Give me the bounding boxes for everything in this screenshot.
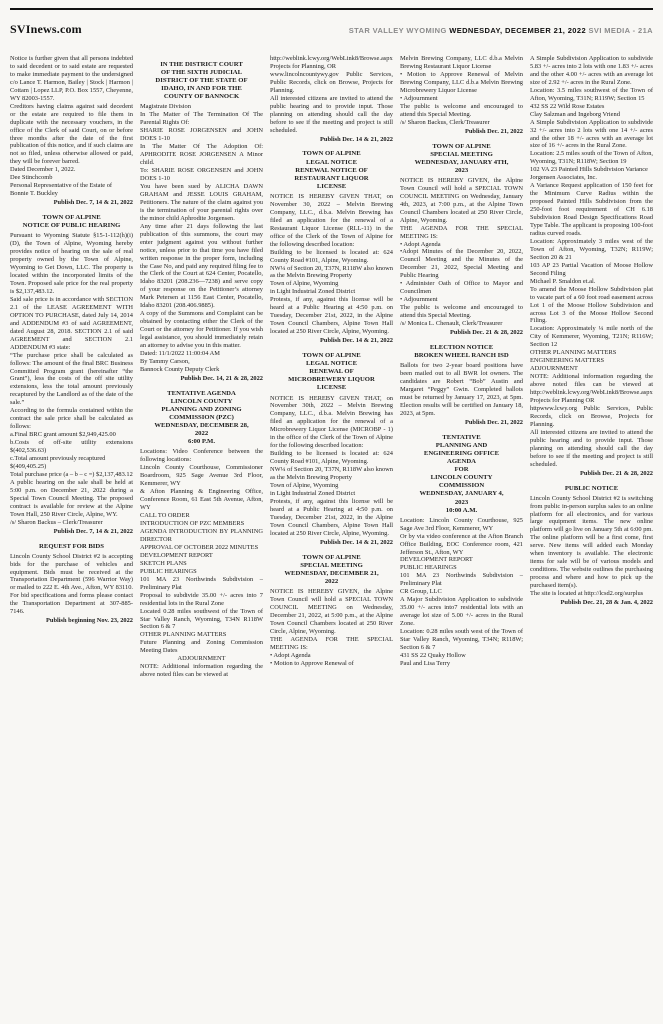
notice-heading-line: LICENSE xyxy=(316,182,347,190)
notice-heading-line: LEGAL NOTICE xyxy=(305,158,358,166)
dateline-location: STAR VALLEY WYOMING xyxy=(348,26,450,35)
notice-paragraph: The public is welcome and encouraged to attend this Special Meeting. xyxy=(400,102,523,118)
notice-heading-line: RENEWAL NOTICE OF xyxy=(295,166,368,174)
notice-paragraph: www.lincolncountywy.gov Public Services, Public Records, click on Browse, Projects for Planning. xyxy=(270,70,393,94)
notice-paragraph: Any time after 21 days following the last publication of this summons, the court may enter judgment against you without further notice, unless prior to that time you have filed written response in the proper form, including the Case No, and paid any required filing fee to the Clerk of the Court at 624 Center, Pocatello, Idaho 83201 (208.236—7238) and serve copy of your response on the Petitioner’s attorney Mark Petersen at 1156 East Center, Pocatello, Idaho 83201 (208.406.9885). xyxy=(140,222,263,310)
notice-paragraph: A Major Subdivision Application to subdivide 35.00 +/- acres into7 residential lots with an average lot size of 5.00 +/- acres in the Rural Zone. xyxy=(400,596,523,628)
publish-line: Publish Dec. 21 & 28, 2022 xyxy=(580,469,653,477)
notice-heading-line: 2023 xyxy=(454,498,469,506)
notice-heading-line: COMMISSION xyxy=(438,482,485,490)
notice-heading-line: 6:00 P.M. xyxy=(187,438,216,446)
notice-paragraph: SHARIE ROSE JORGENSEN and JOHN DOES 1-10 xyxy=(140,127,263,143)
notice-heading-line: WEDNESDAY, JANUARY 4, xyxy=(419,490,504,498)
notice-paragraph: • Adjournment xyxy=(400,296,438,304)
notice-heading xyxy=(140,61,263,101)
notice-paragraph: 102 VA 23 Painted Hills Subdivision Variance xyxy=(530,166,648,174)
notice-paragraph: In The Matter Of The Adoption Of: APHRODITE ROSE JORGENSEN A Minor child. xyxy=(140,143,263,167)
notice-paragraph: /s/ Sharon Backus, Clerk/Treasurer xyxy=(400,118,490,126)
masthead xyxy=(10,8,653,37)
notice-paragraph: 101 MA 23 Northwinds Subdivision – Preliminary Plat xyxy=(400,572,523,588)
notice-paragraph: THE AGENDA FOR THE SPECIAL MEETING IS: xyxy=(400,224,523,240)
notice-heading-line: TENTATIVE AGENDA xyxy=(167,389,236,397)
notice-paragraph: A Simple Subdivision Application to subdivide 32 +/- acres into 2 lots with one 14 +/- acres and the other 18 +/- acres with an average lot size of 16 +/- acres in the Rural Zone. xyxy=(530,118,653,150)
notice-paragraph: in Light Industrial Zoned District xyxy=(270,489,356,497)
notice-heading-line: TENTATIVE xyxy=(442,433,481,441)
notice-paragraph: Location: Approximately 3 miles west of the Town of Afton, Wyoming, T32N; R119W; Section 20 & 21 xyxy=(530,237,653,261)
notice-paragraph: Creditors having claims against said decedent or the estate are required to file them in duplicate with the necessary vouchers, in the office of the Clerk of said Court, on or before three months after the date of the first publication of this notice, and if such claims are not so filed, unless otherwise allowed or paid, they will be forever barred. xyxy=(10,102,133,166)
notice-paragraph: A Variance Request application of 150 feet for the Minimum Curve Radius within the proposed Painted Hills Subdivision from the 250-foot foot requirement of CH 6.18 Subdivision Road Design Specifications Road Type Table. The applicant is proposing 100-foot radius curved roads. xyxy=(530,182,653,237)
notice-paragraph: To: SHARIE ROSE ORGENSEN and JOHN DOES 1-10 xyxy=(140,167,263,183)
notice-heading-line: IN THE DISTRICT COURT xyxy=(160,61,243,68)
notice-heading-line: LICENSE xyxy=(316,384,347,392)
notice-paragraph: According to the formula contained within the contract the sale price shall be calculated as follows: xyxy=(10,407,133,431)
notice-paragraph: APPROVAL OF OCTOBER 2022 MINUTES xyxy=(140,543,259,551)
notice-paragraph: Dee Stinchcomb xyxy=(10,174,53,182)
publish-line: Publish Dec. 14 & 21, 2022 xyxy=(320,538,393,546)
notice-paragraph: Location: Approximately ¼ mile north of the City of Kemmerer, Wyoming, T21N; R116W; Section 12 xyxy=(530,325,653,349)
notice-heading-line: RENEWAL OF xyxy=(309,368,354,376)
notice-paragraph: “The purchase price shall be calculated as follows: The amount of the final BRC Business Committed Program grant (hereinafter “the Grant”), less the costs of the off site utility extensions, less the total amount previously recaptured by the Landlord as of the date of the sale.” xyxy=(10,351,133,407)
notice-heading-line: 2022 xyxy=(324,577,339,585)
notice-heading-line: LEGAL NOTICE xyxy=(305,360,358,368)
legal-notices-columns xyxy=(10,55,653,1013)
notice-heading-line: TOWN OF ALPINE xyxy=(302,553,361,561)
notice-heading-line: 2023 xyxy=(454,166,469,174)
notice-paragraph: Building to be licensed is located at: 624 County Road #101, Alpine, Wyoming. xyxy=(270,248,393,264)
notice-paragraph: Locations: Video Conference between the following locations: xyxy=(140,448,263,464)
notice-paragraph: A Simple Subdivision Application to subdivide 5.83 +/- acres into 2 lots with one 1.83 +/- acres and the other 4.00 +/- acres with an average lot size of 2.92 +/- acres in the Rural Zone. xyxy=(530,55,653,86)
notice-paragraph: CALL TO ORDER xyxy=(140,512,190,520)
notice-paragraph: You have been sued by ALICHA DAWN GRAHAM and JESSE LOUIS GRAHAM, Petitioners. The nature of the claim against you is the termination of your parental rights over the minor child Aphrodite Jorgensen. xyxy=(140,183,263,222)
notice-paragraph: Jorgensen Associates, Inc. xyxy=(530,174,597,182)
notice-paragraph: • Adjournment xyxy=(400,94,438,102)
notice-paragraph: 432 SS 22 Wild Rose Estates xyxy=(530,102,605,110)
notice-heading xyxy=(400,434,523,515)
notice-paragraph: • Motion to Approve Renewal of Melvin Brewing Company, LLC d.b.a Melvin Brewing Microbrewery Liquor License xyxy=(400,70,523,94)
notice-paragraph: Ballots for two 2-year board positions have been mailed out to all BWR lot owners. The candidates are Robert “Bob” Austin and Margaret “Peggy” Gwin. Completed ballots must be returned by January 17, 2023, at 5pm. Election results will be certified on January 18, 2023, at 5pm. xyxy=(400,362,523,417)
notice-paragraph: Protests, if any, against this license will be heard at a Public Hearing at 4:50 p.m. on Tuesday, December 21st, 2022, in the Alpine Town Council Chambers, Alpine Town Hall located at 250 River Circle, Alpine, Wyoming. xyxy=(270,497,393,537)
notice-paragraph: All interested citizens are invited to attend the public hearing and to provide input. Those planning on attending should call the day before to see if the meeting and project is still scheduled. xyxy=(530,428,653,468)
notice-heading-line: ENGINEERING OFFICE xyxy=(423,449,500,457)
notice-heading xyxy=(400,344,523,360)
notice-paragraph: OTHER PLANNING MATTERS xyxy=(530,349,617,357)
notice-paragraph: NOTICE IS HEREBY GIVEN THAT, on November 30, 2022 – Melvin Brewing Company, LLC., d.b.a. Melvin Brewing has filed an application for the renewal of a Restaurant Liquor License (RLL-11) in the office of the Clerk of the Town of Alpine for the following described location: xyxy=(270,192,393,248)
notice-paragraph: Proposal to subdivide 35.00 +/- acres into 7 residential lots in the Rural Zone xyxy=(140,591,263,607)
notice-paragraph: $(409,405.25) xyxy=(10,462,47,470)
notice-paragraph: • Motion to Approve Renewal of xyxy=(270,659,354,667)
notice-heading-line: 2022 xyxy=(194,430,209,438)
notice-heading-line: DISTRICT OF THE STATE OF xyxy=(155,77,248,85)
notice-column xyxy=(10,55,133,1013)
notice-paragraph: Dated December 1, 2022. xyxy=(10,166,76,174)
notice-paragraph: • Adopt Agenda xyxy=(270,651,311,659)
notice-heading-line: MICROBREWERY LIQUOR xyxy=(288,376,375,384)
notice-paragraph: The public is welcome and encouraged to attend this Special Meeting. xyxy=(400,304,523,320)
notice-paragraph: A copy of the Summons and Complaint can be obtained by contacting either the Clerk of the Court or the attorney for Petitioner. If you wish legal assistance, you should immediately retain an attorney to advise you in this matter. xyxy=(140,310,263,350)
notice-paragraph: in Light Industrial Zoned District xyxy=(270,288,356,296)
notice-paragraph: All interested citizens are invited to attend the public hearing and to provide input. Those planning on attending should call the day before to see if the meeting and project is still scheduled. xyxy=(270,94,393,134)
notice-heading-line: BROKEN WHEEL RANCH ISD xyxy=(414,352,509,360)
notice-paragraph: Protests, if any, against this license will be heard at a Public Hearing at 4:50 p.m. on Tuesday, December 21st, 2022, in the Alpine Town Council Chambers, Alpine Town Hall located at 250 River Circle, Alpine, Wyoming. xyxy=(270,296,393,336)
notice-paragraph: PUBLIC HEARINGS xyxy=(400,564,457,572)
notice-paragraph: SKETCH PLANS xyxy=(140,559,187,567)
notice-paragraph: ADJOURNMENT xyxy=(530,365,578,373)
notice-paragraph: Total purchase price (a – b – c =) $2,137,483.12 xyxy=(10,470,133,478)
notice-paragraph: Location: Lincoln County Courthouse, 925 Sage Ave 3rd Floor, Kemmerer, WY xyxy=(400,516,523,532)
notice-paragraph: Located 0.28 miles southwest of the Town of Star Valley Ranch, Wyoming, T34N R118W Section 6 & 7 xyxy=(140,607,263,631)
notice-paragraph: ENGINEERING MATTERS xyxy=(530,357,605,365)
notice-paragraph: /s/ Monica L. Chenault, Clerk/Treasurer xyxy=(400,320,503,328)
notice-paragraph: Location: 0.28 miles south west of the Town of Star Valley Ranch, Wyoming, T34N; R118W; Section 6 & 7 xyxy=(400,628,523,651)
notice-heading xyxy=(140,390,263,447)
notice-paragraph: A public hearing on the sale shall be held at 5:00 p.m. on December 21, 2022 during a Special Town Council Meeting. The proposed contract is available for review at the Alpine Town Hall, 250 River Circle, Alpine, WY. xyxy=(10,478,133,518)
notice-heading-line: TOWN OF ALPINE xyxy=(302,352,361,360)
notice-paragraph: c.Total amount previously recaptured xyxy=(10,454,106,462)
notice-heading xyxy=(10,543,133,551)
publish-line: Publish Dec. 7, 14 & 21, 2022 xyxy=(53,199,133,207)
notice-paragraph: Lincoln County School District #2 is switching from public in-person surplus sales to an online platform for all electronics, and for various large equipment items. The new online platform will go live on January 5th at 6:00 pm. The online platform will be a first come, first serve. New items will added each Monday when inventory is available. The electronic items for sale will be of various models and conditions. The website outlines the purchasing process and where and how to pick up the purchased item(s). xyxy=(530,494,653,590)
notice-heading-line: NOTICE OF PUBLIC HEARING xyxy=(22,222,121,230)
publish-line: Publish beginning Nov. 23, 2022 xyxy=(45,617,133,625)
notice-heading-line: COUNTY OF BANNOCK xyxy=(163,93,240,101)
notice-paragraph: NW¼ of Section 20, T37N, R118W also known as the Melvin Brewing Property xyxy=(270,264,393,280)
notice-paragraph: Town of Alpine, Wyoming xyxy=(270,280,339,288)
notice-paragraph: Building to be licensed is located at: 624 County Road #101, Alpine, Wyoming. xyxy=(270,450,393,466)
notice-heading-line: TOWN OF ALPINE xyxy=(302,150,361,158)
notice-paragraph: 101 MA 23 Northwinds Subdivision – Preliminary Plat xyxy=(140,575,263,591)
notice-paragraph: NOTE: Additional information regarding the above noted files can be viewed at http://weblink.lcwy.org/WebLink8/Browse.aspx Projects for Planning OR xyxy=(530,373,653,404)
notice-heading-line: WEDNESDAY, DECEMBER 28, xyxy=(154,422,249,430)
notice-paragraph: b.Costs of off-site utility extensions $(402,536.63) xyxy=(10,439,133,455)
publish-line: Publish Dec. 21, 2022 xyxy=(464,127,523,135)
notice-heading-line: SPECIAL MEETING xyxy=(430,150,493,158)
publish-line: Publish Dec. 21, 2022 xyxy=(464,418,523,426)
notice-heading-line: LINCOLN COUNTY xyxy=(430,474,493,482)
notice-heading-line: OF THE SIXTH JUDICIAL xyxy=(160,69,243,77)
notice-paragraph: To amend the Moose Hollow Subdivision plat to vacate part of a 60 foot road easement across Lot 1 of the Moose Hollow Subdivision and across Lot 3 of the Moose Hollow Second Filing. xyxy=(530,285,653,325)
notice-paragraph: http://weblink.lcwy.org/WebLink8/Browse.aspx Projects for Planning, OR xyxy=(270,55,393,70)
notice-paragraph: Bannock County Deputy Clerk xyxy=(140,365,220,373)
notice-paragraph: AGENDA INTRODUCTION BY PLANNING DIRECTOR xyxy=(140,528,263,543)
notice-paragraph: 103 AP 23 Partial Vacation of Moose Hollow Second Filing xyxy=(530,261,653,277)
publish-line: Publish Dec. 21 & 28, 2022 xyxy=(450,329,523,337)
notice-paragraph: ADJOURNMENT xyxy=(177,655,226,663)
notice-heading-line: REQUEST FOR BIDS xyxy=(39,542,104,550)
notice-paragraph: NOTE: Additional information regarding the above noted files can be viewed at xyxy=(140,663,263,679)
notice-paragraph: In The Matter of The Termination Of The Parental Rights Of: xyxy=(140,111,263,127)
notice-heading-line: PLANNING AND ZONING xyxy=(161,406,242,414)
notice-paragraph: Lincoln County School District #2 is accepting bids for the purchase of vehicles and equipment. Bids must be received at the Transportation Department (596 Warrior Way) or mailed to 222 E. 4th Ave., Afton, WY 83110. For bid specifications and forms please contact the Transportation Department at 307-885-7146. xyxy=(10,552,133,616)
notice-heading xyxy=(270,150,393,190)
notice-heading-line: ELECTION NOTICE xyxy=(429,343,494,351)
notice-heading xyxy=(530,485,653,493)
notice-paragraph: NOTICE IS HEREBY GIVEN THAT, on November 30th, 2022 – Melvin Brewing Company, LLC., d.b.a. Melvin Brewing has filed an application for the renewal of a Microbrewery Liquor License (MICROBP - 1) in the office of the Clerk of the Town of Alpine for the following described location: xyxy=(270,394,393,450)
dateline xyxy=(349,26,653,35)
notice-paragraph: • Adopt Agenda xyxy=(400,240,441,248)
notice-paragraph: Future Planning and Zoning Commission Meeting Dates xyxy=(140,639,263,655)
notice-paragraph: The site is located at http://lcsd2.org/surplus xyxy=(530,590,644,598)
notice-heading xyxy=(400,143,523,175)
notice-column xyxy=(530,55,653,1013)
notice-paragraph: 431 SS 22 Quaky Hollow xyxy=(400,651,466,659)
publish-line: Publish Dec. 14 & 21, 2022 xyxy=(320,135,393,143)
notice-paragraph: CR Group, LLC xyxy=(400,588,442,596)
site-name: SVInews.com xyxy=(10,22,82,36)
notice-paragraph: Town of Alpine, Wyoming xyxy=(270,482,339,490)
dateline-edition: SVI MEDIA - 21A xyxy=(586,26,653,35)
notice-paragraph: Location: 3.5 miles southwest of the Town of Afton, Wyoming, T31N; R119W; Section 15 xyxy=(530,86,653,102)
notice-paragraph: Or by via video conference at the Afton Branch Office Building, EOC Conference room, 421 Jefferson St., Afton, WY xyxy=(400,532,523,556)
notice-paragraph: DEVELOPMENT REPORT xyxy=(400,556,473,564)
notice-heading-line: IDAHO, IN AND FOR THE xyxy=(161,85,242,93)
notice-paragraph: •Adopt Minutes of the December 20, 2022, Council Meeting and the Minutes of the December 21, 2022, Special Meeting and Public Hearing xyxy=(400,248,523,280)
publish-line: Publish Dec. 14, 21 & 28, 2022 xyxy=(180,374,263,382)
notice-heading-line: PLANNING AND xyxy=(435,441,488,449)
publish-line: Publish Dec. 21, 28 & Jan. 4, 2022 xyxy=(560,599,653,606)
notice-heading-line: RESTAURANT LIQUOR xyxy=(294,174,369,182)
notice-heading xyxy=(10,214,133,230)
notice-heading-line: SPECIAL MEETING xyxy=(300,561,363,569)
publish-line: Publish Dec. 7, 14 & 21, 2022 xyxy=(53,527,133,535)
notice-paragraph: • Administer Oath of Office to Mayor and Councilmen xyxy=(400,280,523,296)
notice-paragraph: DEVELOPMENT REPORT xyxy=(140,551,213,559)
notice-paragraph: Dated: 11/1/2022 11:00:04 AM xyxy=(140,350,220,358)
notice-paragraph: Pursuant to Wyoming Statute §15-1-112(h)(i)(D), the Town of Alpine, Wyoming hereby provides notice of hearing on the sale of real property owned by the Town of Alpine, Wyoming to Get Down, LLC. The property is located within the incorporated limits of the Town. Proposed sale price for the real property is $2,137,483.12. xyxy=(10,232,133,295)
notice-heading-line: LINCOLN COUNTY xyxy=(170,397,233,405)
notice-column xyxy=(270,55,393,1013)
notice-paragraph: httpwww.lcwy.org Public Services, Public Records, click on Browse, Projects for Planning. xyxy=(530,404,653,428)
notice-heading-line: AGENDA xyxy=(447,458,476,466)
notice-heading-line: COMMISSION (PZC) xyxy=(169,414,234,422)
notice-heading-line: FOR xyxy=(454,466,469,474)
notice-paragraph: Clay Salzman and Ingeborg Vriend xyxy=(530,110,620,118)
notice-heading xyxy=(270,554,393,586)
notice-heading xyxy=(270,352,393,392)
notice-heading-line: WEDNESDAY, DECEMBER 21, xyxy=(284,569,379,577)
notice-paragraph: NOTICE IS HEREBY GIVEN, the Alpine Town Council will hold a SPECIAL TOWN COUNCIL MEETING on Wednesday, December 21, 2022, at 5:00 p.m., at the Alpine Town Council Chambers located at 250 River Circle, Alpine, Wyoming. xyxy=(270,588,393,635)
notice-heading-line: PUBLIC NOTICE xyxy=(564,484,619,492)
notice-paragraph: NW¼ of Section 20, T37N, R118W also known as the Melvin Brewing Property xyxy=(270,466,393,482)
notice-heading-line: TOWN OF ALPINE xyxy=(42,214,101,222)
dateline-date: WEDNESDAY, DECEMBER 21, 2022 xyxy=(449,26,587,35)
notice-column xyxy=(140,55,263,1013)
notice-column xyxy=(400,55,523,1013)
notice-paragraph: NOTICE IS HEREBY GIVEN, the Alpine Town Council will hold a SPECIAL TOWN COUNCIL MEETING on Wednesday, January 4th, 2023, at 7:00 p.m., at the Alpine Town Council Chambers located at 250 River Circle, Alpine, Wyoming. xyxy=(400,176,523,224)
notice-paragraph: Paul and Lisa Terry xyxy=(400,659,451,667)
notice-paragraph: & Afton Planning & Engineering Office, Conference Room, 61 East 5th Avenue, Afton, WY xyxy=(140,488,263,512)
notice-paragraph: Bonnie T. Buckley xyxy=(10,190,58,198)
notice-paragraph: By Tammy Carson, xyxy=(140,357,190,365)
publish-line: Publish Dec. 14 & 21, 2022 xyxy=(320,337,393,345)
notice-heading-line: TOWN OF ALPINE xyxy=(432,142,491,150)
notice-paragraph: THE AGENDA FOR THE SPECIAL MEETING IS: xyxy=(270,635,393,651)
notice-paragraph: Location: 2.5 miles south of the Town of Afton, Wyoming, T31N; R118W; Section 19 xyxy=(530,150,653,166)
notice-paragraph: PUBLIC HEARINGS xyxy=(140,567,197,575)
notice-paragraph: Melvin Brewing Company, LLC d.b.a Melvin Brewing Restaurant Liquor License xyxy=(400,55,523,70)
notice-heading-line: 10:00 A.M. xyxy=(445,506,478,514)
notice-paragraph: Michael P. Smaldon et.al. xyxy=(530,277,596,285)
notice-paragraph: Lincoln County Courthouse, Commissioner Boardroom, 925 Sage Avenue 3rd Floor, Kemmerer, WY xyxy=(140,464,263,488)
notice-paragraph: a.Final BRC grant amount $2,949,425.00 xyxy=(10,431,116,439)
notice-paragraph: Personal Representative of the Estate of xyxy=(10,182,113,190)
notice-paragraph: INTRODUCTION OF PZC MEMBERS xyxy=(140,520,245,528)
notice-paragraph: Magistrate Division xyxy=(140,103,191,111)
notice-heading-line: WEDNESDAY, JANUARY 4TH, xyxy=(414,158,509,166)
notice-paragraph: OTHER PLANNING MATTERS xyxy=(140,631,227,639)
notice-paragraph: Said sale price is in accordance with SECTION 2.1 of the LEASE AGREEMENT WITH OPTION TO PURCHASE, dated July 14, 2014 and ADDENDUM #3 of said AGREEMENT, dated August 28, 2018. SECTION 2.1 of said AGREEMENT and SECTION 2.1 ADDENDUM #3 state: xyxy=(10,295,133,351)
notice-paragraph: /s/ Sharon Backus – Clerk/Treasurer xyxy=(10,518,103,526)
notice-paragraph: Notice is further given that all persons indebted to said decedent or to said estate are requested to make immediate payment to the undersigned c/o Lance T. Harmon, Bailey | Stock | Harmon | Cottam | Lopez LLP, P.O. Box 1557, Cheyenne, WY 82003-1557. xyxy=(10,55,133,102)
